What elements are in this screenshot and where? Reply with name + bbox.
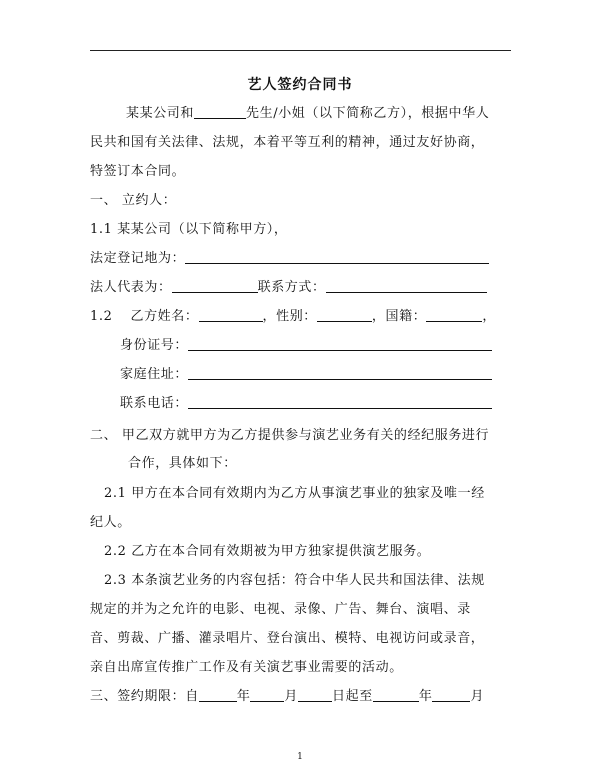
field-label: 三、签约期限：自 — [90, 689, 199, 704]
field-label: 乙方姓名： — [130, 309, 199, 324]
nationality-blank — [426, 307, 482, 322]
start-year-blank — [199, 687, 237, 702]
field-label: 年 — [236, 689, 251, 704]
intro-line-2: 民共和国有关法律、法规，本着平等互利的精神，通过友好协商， — [90, 135, 485, 150]
field-label: ，性别： — [262, 309, 317, 324]
field-label: 家庭住址： — [120, 367, 189, 382]
field-label: 身份证号： — [120, 338, 189, 353]
document-title: 艺人签约合同书 — [247, 77, 353, 93]
field-label: ，国籍： — [371, 309, 427, 324]
id-line — [120, 334, 492, 353]
page-number: 1 — [297, 752, 303, 762]
end-year-blank — [373, 687, 419, 702]
clause-2-3-cont: 音、剪裁、广播、灌录唱片、登台演出、模特、电视访问或录音， — [90, 631, 485, 646]
intro-text: 某某公司和 — [126, 106, 195, 121]
clause-number: 1.2 — [90, 309, 113, 324]
clause-1-1: 1.1 某某公司（以下简称甲方）， — [90, 222, 288, 237]
registration-line — [90, 247, 489, 266]
section-1-heading: 一、 立约人： — [90, 193, 177, 208]
section-2-heading-cont: 合作，具体如下： — [128, 456, 237, 471]
gender-blank — [317, 307, 372, 322]
field-label: 日起至 — [332, 689, 373, 704]
address-blank — [188, 365, 492, 380]
field-label: 年 — [418, 689, 433, 704]
representative-line — [90, 276, 487, 295]
name-blank — [199, 307, 263, 322]
contact-blank — [326, 278, 487, 293]
start-day-blank — [298, 687, 332, 702]
clause-2-3: 2.3 本条演艺业务的内容包括：符合中华人民共和国法律、法规 — [104, 573, 485, 588]
phone-line — [120, 392, 492, 411]
header-rule — [90, 50, 511, 51]
punctuation: ， — [482, 309, 496, 324]
clause-2-3-cont: 规定的并为之允许的电影、电视、录像、广告、舞台、演唱、录 — [90, 602, 471, 617]
field-label: 月 — [470, 689, 485, 704]
phone-blank — [188, 394, 492, 409]
clause-2-1-cont: 纪人。 — [90, 515, 131, 530]
end-month-blank — [432, 687, 470, 702]
representative-blank — [172, 278, 258, 293]
field-label: 联系方式： — [257, 280, 326, 295]
field-label: 月 — [284, 689, 299, 704]
intro-text: 先生/小姐（以下简称乙方），根据中华人 — [246, 106, 490, 121]
field-label: 法定登记地为： — [90, 251, 186, 266]
clause-2-1: 2.1 甲方在本合同有效期内为乙方从事演艺事业的独家及唯一经 — [104, 486, 485, 501]
clause-2-3-cont: 亲自出席宣传推广工作及有关演艺事业需要的活动。 — [90, 660, 403, 675]
address-line — [120, 363, 492, 382]
registration-blank — [185, 249, 489, 264]
intro-line-3: 特签订本合同。 — [90, 164, 186, 179]
id-blank — [188, 336, 492, 351]
field-label: 法人代表为： — [90, 280, 172, 295]
section-2-heading: 二、 甲乙双方就甲方为乙方提供参与演艺业务有关的经纪服务进行 — [90, 428, 490, 443]
start-month-blank — [250, 687, 284, 702]
field-label: 联系电话： — [120, 396, 189, 411]
name-blank — [194, 104, 246, 119]
clause-1-2 — [90, 305, 496, 324]
intro-line-1 — [126, 102, 489, 121]
section-3-term — [90, 685, 484, 704]
clause-2-2: 2.2 乙方在本合同有效期被为甲方独家提供演艺服务。 — [104, 544, 431, 559]
